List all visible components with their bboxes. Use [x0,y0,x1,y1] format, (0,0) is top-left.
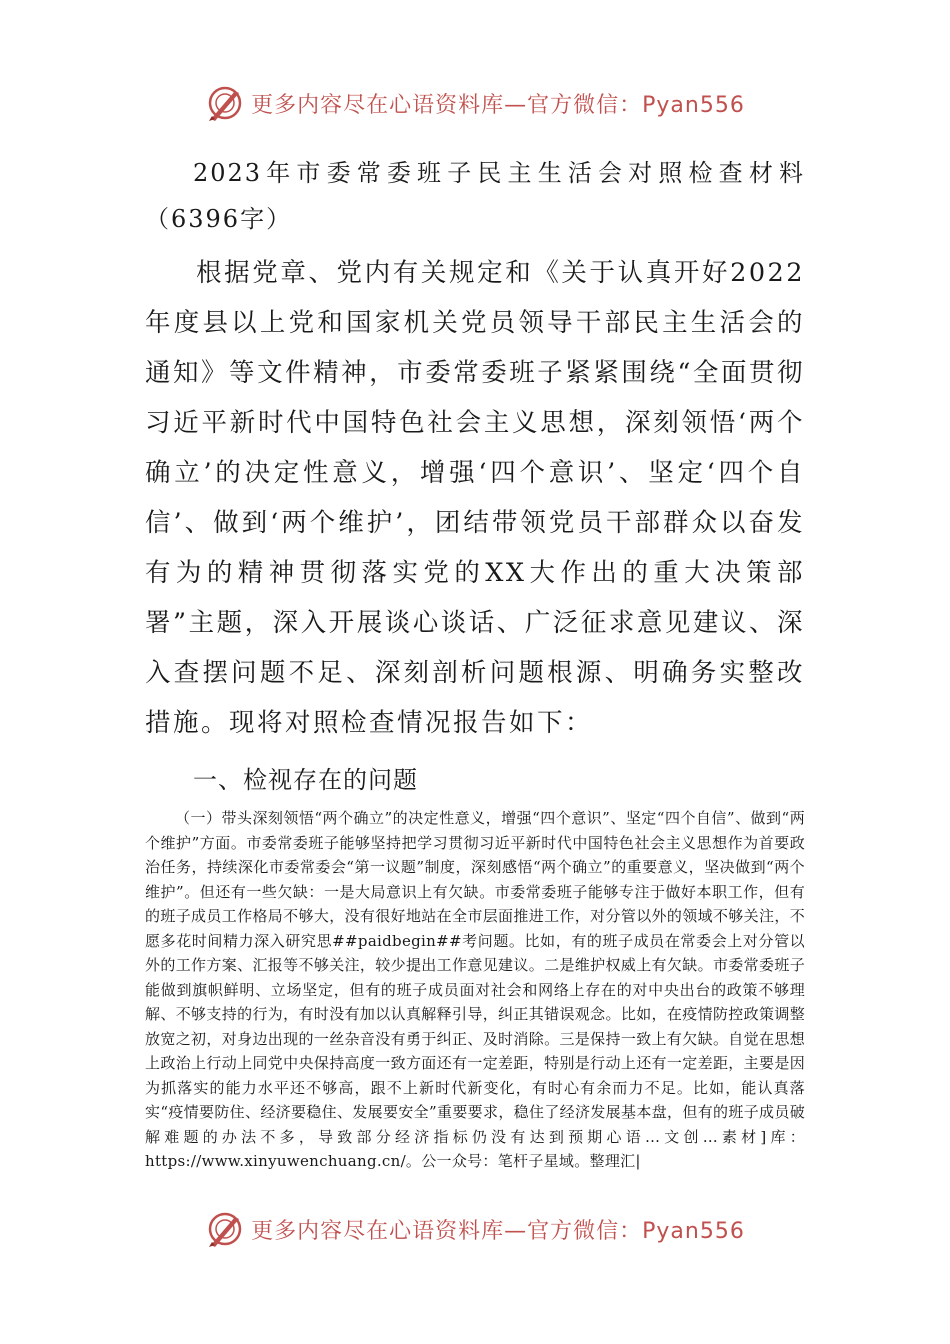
pen-circle-logo-icon [205,83,245,123]
header-banner [0,78,950,128]
section-heading: 一、检视存在的问题 [193,766,418,794]
footer-banner-text: 更多内容尽在心语资料库—官方微信：Pyan556 [251,1218,745,1244]
header-banner-text: 更多内容尽在心语资料库—官方微信：Pyan556 [251,92,745,118]
footer-banner [0,1204,950,1254]
document-body [145,150,805,1174]
section-body-paragraph: （一）带头深刻领悟“两个确立”的决定性意义，增强“四个意识”、坚定“四个自信”、做到“两个维护”方面。市委常委班子能够坚持把学习贯彻习近平新时代中国特色社会主义思想作为首要政治任务，持续深化市委常委会“第一议题”制度，深刻感悟“两个确立”的重要意义，坚决做到“两个维护”。但还有一些欠缺：一是大局意识上有欠缺。市委常委班子能够专注于做好本职工作，但有的班子成员工作格局不够大，没有很好地站在全市层面推进工作，对分管以外的领域不够关注，不愿多花时间精力深入研究思##paidbegin##考问题。比如，有的班子成员在常委会上对分管以外的工作方案、汇报等不够关注，较少提出工作意见建议。二是维护权威上有欠缺。市委常委班子能做到旗帜鲜明、立场坚定，但有的班子成员面对社会和网络上存在的对中央出台的政策不够理解、不够支持的行为，有时没有加以认真解释引导，纠正其错误观念。比如，在疫情防控政策调整放宽之初，对身边出现的一丝杂音没有勇于纠正、及时消除。三是保持一致上有欠缺。自觉在思想上政治上行动上同党中央保持高度一致方面还有一定差距，特别是行动上还有一定差距，主要是因为抓落实的能力水平还不够高，跟不上新时代新变化，有时心有余而力不足。比如，能认真落实“疫情要防住、经济要稳住、发展要安全”重要要求，稳住了经济发展基本盘，但有的班子成员破解难题的办法不多，导致部分经济指标仍没有达到预期心语…文创…素材]库：https://www.xinyuwenchuang.cn/。公一众号：笔杆子星域。整理汇| [145,809,805,1170]
pen-circle-logo-icon [205,1209,245,1249]
intro-paragraph: 根据党章、党内有关规定和《关于认真开好2022年度县以上党和国家机关党员领导干部民主生活会的通知》等文件精神，市委常委班子紧紧围绕“全面贯彻习近平新时代中国特色社会主义思想，深刻领悟‘两个确立’的决定性意义，增强‘四个意识’、坚定‘四个自信’、做到‘两个维护’，团结带领党员干部群众以奋发有为的精神贯彻落实党的XX大作出的重大决策部署”主题，深入开展谈心谈话、广泛征求意见建议、深入查摆问题不足、深刻剖析问题根源、明确务实整改措施。现将对照检查情况报告如下： [145,258,805,738]
document-title: 2023年市委常委班子民主生活会对照检查材料（6396字） [145,159,805,233]
